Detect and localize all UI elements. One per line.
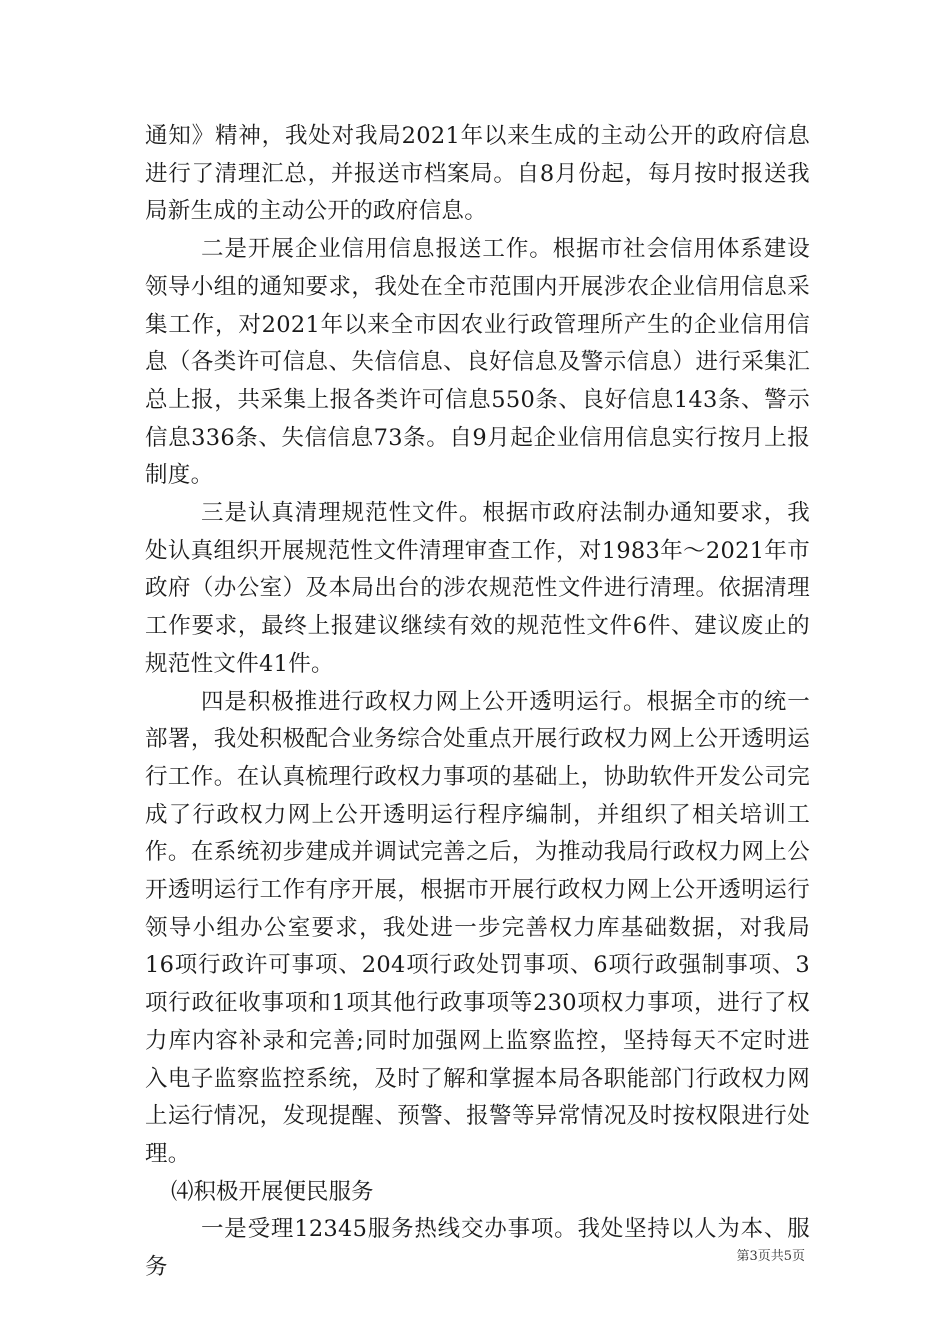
paragraph-administrative-power: 四是积极推进行政权力网上公开透明运行。根据全市的统一部署，我处积极配合业务综合处重点开展行政权力网上公开透明运行工作。在认真梳理行政权力事项的基础上，协助软件开发公司完成了行政权力网上公开透明运行程序编制，并组织了相关培训工作。在系统初步建成并调试完善之后，为推动我局行政权力网上公开透明运行工作有序开展，根据市开展行政权力网上公开透明运行领导小组办公室要求，我处进一步完善权力库基础数据，对我局16项行政许可事项、204项行政处罚事项、6项行政强制事项、3项行政征收事项和1项其他行政事项等230项权力事项，进行了权力库内容补录和完善;同时加强网上监察监控，坚持每天不定时进入电子监察监控系统，及时了解和掌握本局各职能部门行政权力网上运行情况，发现提醒、预警、报警等异常情况及时按权限进行处理。 xyxy=(145,688,810,1167)
section-heading: ⑷积极开展便民服务 xyxy=(171,1178,374,1205)
page-number-footer: 第3页共5页 xyxy=(736,1249,805,1264)
paragraph-continuation: 通知》精神，我处对我局2021年以来生成的主动公开的政府信息进行了清理汇总，并报送市档案局。自8月份起，每月按时报送我局新生成的主动公开的政府信息。 xyxy=(145,123,810,225)
document-body xyxy=(145,118,810,1287)
paragraph-credit-info: 二是开展企业信用信息报送工作。根据市社会信用体系建设领导小组的通知要求，我处在全市范围内开展涉农企业信用信息采集工作，对2021年以来全市因农业行政管理所产生的企业信用信息（各类许可信息、失信信息、良好信息及警示信息）进行采集汇总上报，共采集上报各类许可信息550条、良好信息143条、警示信息336条、失信信息73条。自9月起企业信用信息实行按月上报制度。 xyxy=(145,236,810,489)
paragraph-normative-documents: 三是认真清理规范性文件。根据市政府法制办通知要求，我处认真组织开展规范性文件清理审查工作，对1983年～2021年市政府（办公室）及本局出台的涉农规范性文件进行清理。依据清理工作要求，最终上报建议继续有效的规范性文件6件、建议废止的规范性文件41件。 xyxy=(145,500,810,677)
paragraph-hotline: 一是受理12345服务热线交办事项。我处坚持以人为本、服务 xyxy=(145,1216,810,1281)
